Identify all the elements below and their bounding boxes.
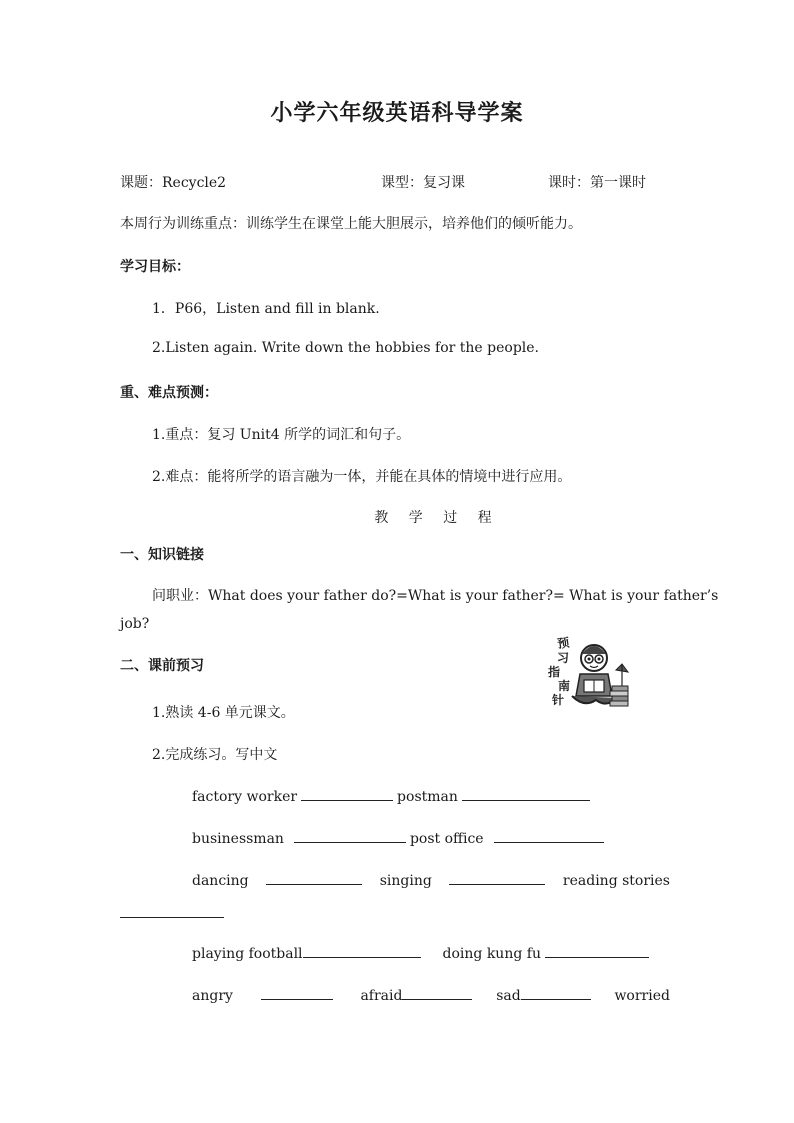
vocab-row-3-continued [120, 903, 224, 922]
section2-heading: 二、课前预习 [120, 658, 204, 674]
blank-dancing[interactable] [266, 870, 362, 885]
word-worried: worried [614, 988, 670, 1004]
word-doing-kung-fu: doing kung fu [442, 946, 541, 962]
blank-doing-kung-fu[interactable] [545, 943, 649, 958]
word-singing: singing [379, 873, 432, 889]
key-points-heading: 重、难点预测： [120, 385, 218, 401]
lesson-period-label: 课时：第一课时 [548, 175, 646, 191]
objective-item-2: 2.Listen again. Write down the hobbies for the people. [152, 340, 540, 356]
blank-postman[interactable] [462, 786, 590, 801]
mascot-char-2: 习 [557, 651, 570, 665]
vocab-row-3 [192, 870, 670, 889]
objectives-heading: 学习目标： [120, 259, 190, 275]
blank-sad[interactable] [521, 985, 591, 1000]
blank-post-office[interactable] [494, 828, 604, 843]
word-angry: angry [192, 988, 233, 1004]
mascot-reading-icon [544, 634, 634, 714]
vocab-row-5 [192, 985, 670, 1004]
page-title: 小学六年级英语科导学案 [270, 100, 524, 126]
blank-factory-worker[interactable] [301, 786, 393, 801]
vocab-row-2 [192, 828, 608, 847]
weekly-focus: 本周行为训练重点：训练学生在课堂上能大胆展示，培养他们的倾听能力。 [120, 216, 582, 232]
topic-label: 课题：Recycle2 [120, 175, 227, 191]
section1-line2: job? [120, 616, 150, 632]
mascot-char-1: 预 [556, 635, 571, 651]
lesson-type-label: 课型：复习课 [381, 175, 465, 191]
word-businessman: businessman [192, 831, 284, 847]
vocab-row-1 [192, 786, 594, 805]
key-point-item-1: 1.重点：复习 Unit4 所学的词汇和句子。 [152, 427, 411, 443]
blank-afraid[interactable] [402, 985, 472, 1000]
section1-heading: 一、知识链接 [120, 547, 204, 563]
blank-reading-stories[interactable] [120, 903, 224, 918]
vocab-row-4 [192, 943, 653, 962]
objective-item-1: 1．P66，Listen and fill in blank. [152, 301, 380, 317]
mascot-char-3: 指 [548, 665, 561, 679]
word-sad-group [496, 985, 591, 1004]
word-sad: sad [496, 988, 521, 1004]
word-afraid: afraid [360, 988, 403, 1004]
key-point-item-2: 2.难点：能将所学的语言融为一体，并能在具体的情境中进行应用。 [152, 469, 572, 485]
blank-playing-football[interactable] [303, 943, 421, 958]
blank-businessman[interactable] [294, 828, 406, 843]
word-playing-football: playing football [192, 946, 303, 962]
process-heading: 教 学 过 程 [374, 510, 500, 526]
word-post-office: post office [409, 831, 484, 847]
word-afraid-group [360, 985, 472, 1004]
word-dancing: dancing [192, 873, 249, 889]
word-postman: postman [397, 789, 458, 805]
blank-singing[interactable] [449, 870, 545, 885]
preview-item-1: 1.熟读 4-6 单元课文。 [152, 705, 295, 721]
preview-item-2: 2.完成练习。写中文 [152, 747, 278, 763]
mascot-char-4: 南 [558, 679, 571, 693]
word-reading-stories: reading stories [562, 873, 670, 889]
mascot-char-5: 针 [552, 693, 565, 707]
section1-line1-text: 问职业：What does your father do?=What is your father?= What is your father’s [152, 588, 719, 604]
word-factory-worker: factory worker [192, 789, 298, 805]
blank-angry[interactable] [261, 985, 333, 1000]
section1-line1 [152, 585, 719, 605]
